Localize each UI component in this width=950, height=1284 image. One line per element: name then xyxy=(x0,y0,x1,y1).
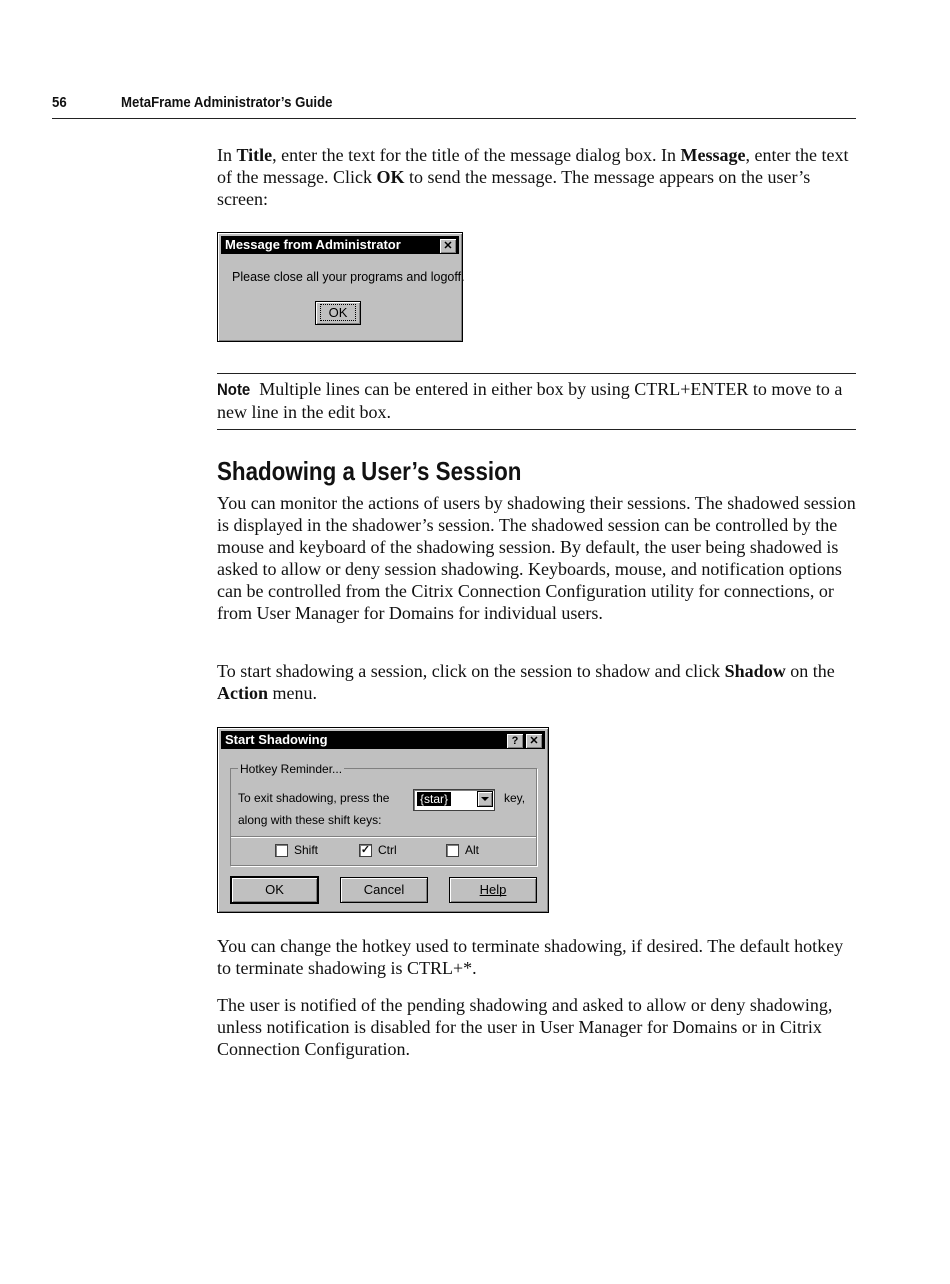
term-action: Action xyxy=(217,683,268,703)
close-icon[interactable]: ✕ xyxy=(439,238,457,254)
shift-checkbox[interactable] xyxy=(275,844,288,857)
help-button-label: Help xyxy=(479,882,507,897)
page-number: 56 xyxy=(52,94,67,111)
term-title: Title xyxy=(236,145,273,165)
intro-paragraph: In Title, enter the text for the title of the message dialog box. In Message, enter the text of the message. Click OK to send the message. The message appears on the user’s screen: xyxy=(217,145,849,209)
alt-checkbox[interactable] xyxy=(446,844,459,857)
note-text: Multiple lines can be entered in either box by using CTRL+ENTER to move to a new line in the edit box. xyxy=(217,379,843,422)
term-shadow: Shadow xyxy=(724,661,786,681)
ok-button-label: OK xyxy=(320,304,357,321)
ok-button[interactable] xyxy=(315,301,361,325)
hotkey-selected-value: {star} xyxy=(417,792,451,806)
start-shadowing-dialog xyxy=(217,727,549,913)
note xyxy=(217,378,857,423)
running-header xyxy=(52,94,856,119)
note-bottom-rule xyxy=(217,429,856,430)
key-suffix: key, xyxy=(504,791,526,805)
alt-checkbox-label: Alt xyxy=(465,843,480,857)
message-dialog-titlebar xyxy=(221,236,459,254)
close-icon[interactable]: ✕ xyxy=(525,733,543,749)
section-heading: Shadowing a User’s Session xyxy=(217,456,522,486)
notification-paragraph: The user is notified of the pending shadowing and asked to allow or deny shadowing, unless notification is disabled for the user in User Manager for Domains or in Citrix Connection Configuration. xyxy=(217,995,833,1059)
hotkey-change-paragraph: You can change the hotkey used to terminate shadowing, if desired. The default hotkey to terminate shadowing is CTRL+*. xyxy=(217,936,844,978)
shift-checkbox-label: Shift xyxy=(294,843,319,857)
chevron-down-icon[interactable] xyxy=(477,791,493,807)
ctrl-check-mark: ✓ xyxy=(360,844,371,856)
note-top-rule xyxy=(217,373,856,374)
shadow-dialog-titlebar xyxy=(221,731,545,749)
exit-shadowing-text-line1: To exit shadowing, press the xyxy=(238,791,390,805)
help-icon[interactable]: ? xyxy=(506,733,524,749)
shadow-dialog-title: Start Shadowing xyxy=(225,732,328,747)
ctrl-checkbox[interactable] xyxy=(359,844,372,857)
message-body: Please close all your programs and logoff. xyxy=(232,270,465,284)
hotkey-dropdown[interactable] xyxy=(413,789,495,811)
term-ok: OK xyxy=(376,167,405,187)
message-dialog xyxy=(217,232,463,342)
message-dialog-title: Message from Administrator xyxy=(225,237,401,252)
ctrl-checkbox-label: Ctrl xyxy=(378,843,397,857)
term-message: Message xyxy=(680,145,746,165)
help-button[interactable] xyxy=(449,877,537,903)
shadowing-description: You can monitor the actions of users by shadowing their sessions. The shadowed session is displayed in the shadower’s session. The shadowed session can be controlled by the mouse and keyboard of the shadowing session. By default, the user being shadowed is asked to allow or deny session shadowing. Keyboards, mouse, and notification options can be controlled from the Citrix Connection Configuration utility for connections, or from User Manager for Domains for individual users. xyxy=(217,493,856,623)
ok-button[interactable]: OK xyxy=(230,876,319,904)
guide-title: MetaFrame Administrator’s Guide xyxy=(121,94,333,111)
hotkey-group-label: Hotkey Reminder... xyxy=(240,762,343,776)
cancel-button[interactable]: Cancel xyxy=(340,877,428,903)
group-divider xyxy=(231,836,536,838)
start-shadowing-instructions: To start shadowing a session, click on the session to shadow and click Shadow on the Action menu. xyxy=(217,661,835,703)
note-label: Note xyxy=(217,380,251,399)
exit-shadowing-text-line2: along with these shift keys: xyxy=(238,813,382,827)
